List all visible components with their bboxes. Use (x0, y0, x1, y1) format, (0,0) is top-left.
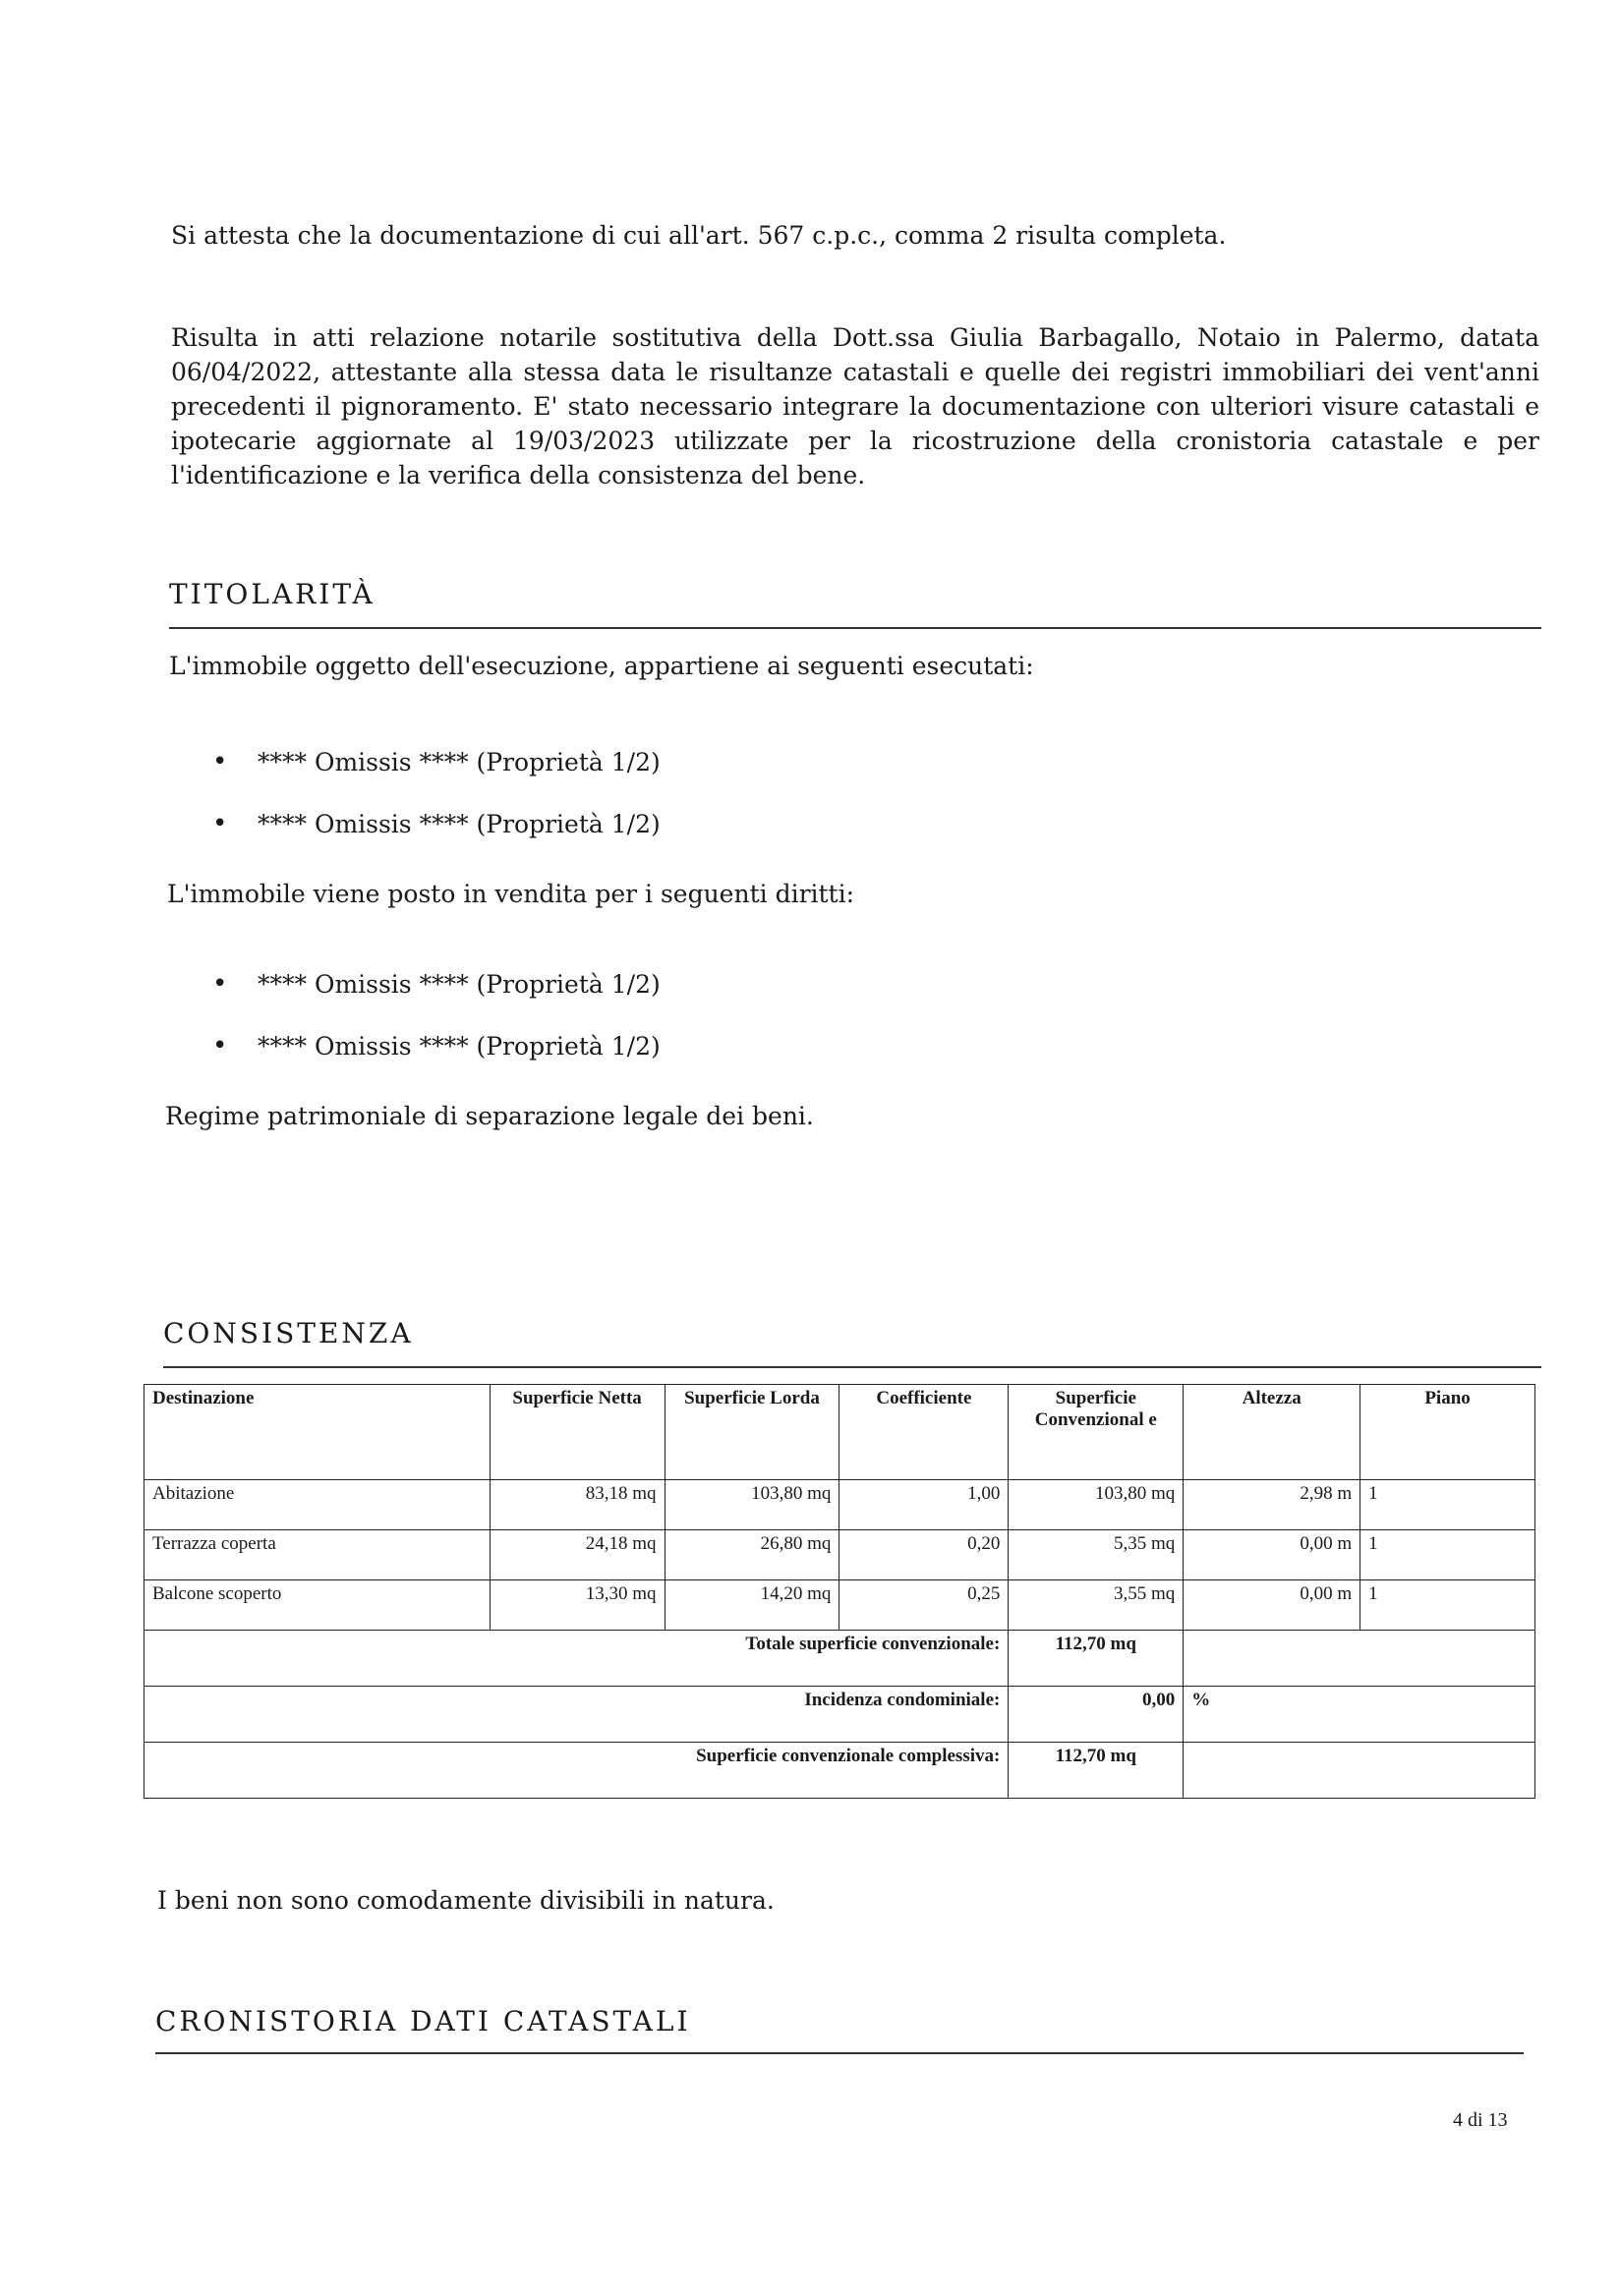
relazione-paragraph: Risulta in atti relazione notarile sostitutiva della Dott.ssa Giulia Barbagallo, Notaio in Palermo, datata 06/04/2022, attestante alla stessa data le risultanze catastali e quelle dei registri immobiliari dei vent'anni precedenti il pignoramento. E' stato necessario integrare la documentazione con ulteriori visure catastali e ipotecarie aggiornate al 19/03/2023 utilizzate per la ricostruzione della cronistoria catastale e per l'identificazione e la verifica della consistenza del bene. (171, 323, 1539, 489)
list-item: • **** Omissis **** (Proprietà 1/2) (206, 807, 661, 841)
rights-list (206, 967, 661, 1091)
page-number: 4 di 13 (1453, 2109, 1508, 2131)
cell-conv: 5,35 mq (1009, 1530, 1184, 1580)
totale-label: Totale superficie convenzionale: (145, 1631, 1009, 1687)
table-row (145, 1580, 1535, 1631)
totale-value: 112,70 mq (1009, 1631, 1184, 1687)
empty-cell (1184, 1743, 1535, 1799)
cell-netta: 83,18 mq (490, 1480, 665, 1530)
header-destinazione: Destinazione (145, 1385, 491, 1480)
consistenza-table (144, 1384, 1535, 1799)
list-item: • **** Omissis **** (Proprietà 1/2) (206, 1029, 661, 1063)
cell-coeff: 0,25 (839, 1580, 1009, 1631)
complessiva-label: Superficie convenzionale complessiva: (145, 1743, 1009, 1799)
empty-cell (1184, 1631, 1535, 1687)
header-coefficiente: Coefficiente (839, 1385, 1009, 1480)
cell-altezza: 0,00 m (1184, 1580, 1360, 1631)
titolarita-rule (169, 627, 1541, 629)
table-header-row (145, 1385, 1535, 1480)
cell-conv: 3,55 mq (1009, 1580, 1184, 1631)
header-sup-lorda: Superficie Lorda (665, 1385, 839, 1480)
complessiva-row (145, 1743, 1535, 1799)
incidenza-value: 0,00 (1009, 1687, 1184, 1743)
owners-intro: L'immobile oggetto dell'esecuzione, appartiene ai seguenti esecutati: (169, 652, 1034, 680)
divisibility-note: I beni non sono comodamente divisibili in natura. (157, 1886, 775, 1915)
list-item: • **** Omissis **** (Proprietà 1/2) (206, 967, 661, 1002)
incidenza-row (145, 1687, 1535, 1743)
cell-destinazione: Abitazione (145, 1480, 491, 1530)
cell-conv: 103,80 mq (1009, 1480, 1184, 1530)
complessiva-value: 112,70 mq (1009, 1743, 1184, 1799)
table-row (145, 1480, 1535, 1530)
rights-intro: L'immobile viene posto in vendita per i seguenti diritti: (167, 880, 855, 908)
cell-netta: 24,18 mq (490, 1530, 665, 1580)
cell-altezza: 2,98 m (1184, 1480, 1360, 1530)
cell-piano: 1 (1360, 1480, 1535, 1530)
cell-lorda: 103,80 mq (665, 1480, 839, 1530)
cell-coeff: 0,20 (839, 1530, 1009, 1580)
cell-lorda: 14,20 mq (665, 1580, 839, 1631)
header-altezza: Altezza (1184, 1385, 1360, 1480)
attestation-text: Si attesta che la documentazione di cui all'art. 567 c.p.c., comma 2 risulta completa. (171, 221, 1227, 250)
cell-destinazione: Balcone scoperto (145, 1580, 491, 1631)
incidenza-unit: % (1184, 1687, 1535, 1743)
owners-list (206, 745, 661, 869)
cell-piano: 1 (1360, 1530, 1535, 1580)
cell-altezza: 0,00 m (1184, 1530, 1360, 1580)
titolarita-heading: TITOLARITÀ (169, 578, 376, 610)
table-row (145, 1530, 1535, 1580)
cronistoria-heading: CRONISTORIA DATI CATASTALI (155, 2005, 691, 2038)
header-sup-netta: Superficie Netta (490, 1385, 665, 1480)
cell-netta: 13,30 mq (490, 1580, 665, 1631)
consistenza-rule (163, 1366, 1541, 1368)
totale-row (145, 1631, 1535, 1687)
list-item: • **** Omissis **** (Proprietà 1/2) (206, 745, 661, 779)
cell-coeff: 1,00 (839, 1480, 1009, 1530)
consistenza-heading: CONSISTENZA (163, 1317, 414, 1349)
header-sup-conv: Superficie Convenzional e (1009, 1385, 1184, 1480)
cell-destinazione: Terrazza coperta (145, 1530, 491, 1580)
header-piano: Piano (1360, 1385, 1535, 1480)
cell-piano: 1 (1360, 1580, 1535, 1631)
regime-text: Regime patrimoniale di separazione legale dei beni. (165, 1102, 814, 1130)
cell-lorda: 26,80 mq (665, 1530, 839, 1580)
cronistoria-rule (155, 2052, 1524, 2054)
incidenza-label: Incidenza condominiale: (145, 1687, 1009, 1743)
